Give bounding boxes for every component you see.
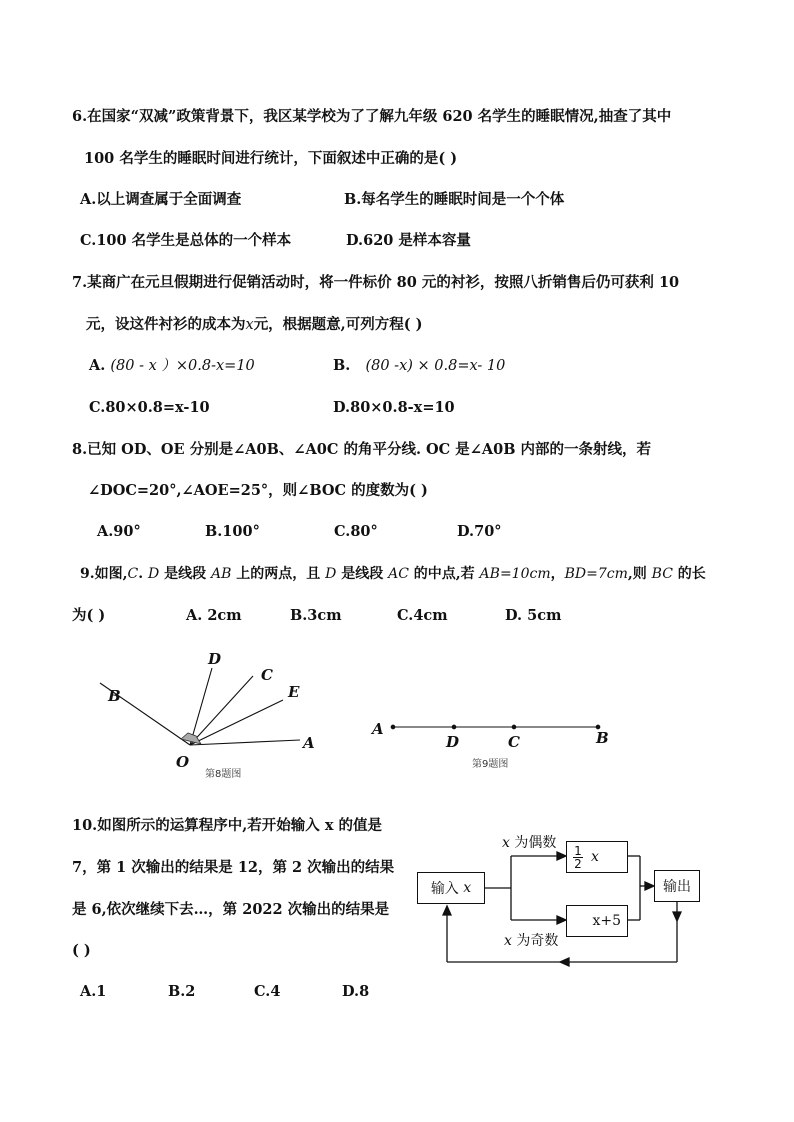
fig8-label-D: D xyxy=(208,650,222,668)
q10-stem-line4: ( ) xyxy=(72,942,91,959)
q6-option-b: B.每名学生的睡眠时间是一个个体 xyxy=(344,191,565,208)
fraction-one-half: 1 2 xyxy=(574,843,582,871)
fig9-label-D: D xyxy=(446,733,460,751)
ray-OE xyxy=(190,700,283,745)
q10-stem-line2: 7，第 1 次输出的结果是 12，第 2 次输出的结果 xyxy=(72,859,395,876)
q8-stem-line1: 8.已知 OD、OE 分别是∠A0B、∠A0C 的角平分线. OC 是∠A0B 内部的一条射线，若 xyxy=(72,441,652,458)
fig8-label-B: B xyxy=(108,687,121,705)
point-A xyxy=(391,725,395,729)
flowchart-connectors xyxy=(443,852,681,966)
flow-input-box: 输入 x xyxy=(417,872,485,904)
q8-stem-line2: ∠DOC=20°,∠AOE=25°，则∠BOC 的度数为( ) xyxy=(88,482,428,499)
q8-option-a: A.90° xyxy=(97,523,141,540)
fig9-label-A: A xyxy=(372,720,384,738)
q10-option-b: B.2 xyxy=(168,983,196,1000)
q7-option-b: B. (80 -x) × 0.8=x- 10 xyxy=(333,357,506,374)
fig8-label-A: A xyxy=(303,734,315,752)
q10-option-d: D.8 xyxy=(342,983,370,1000)
fig9-caption: 第9题图 xyxy=(472,759,509,770)
q9-stem-line1: 9.如图,C. D 是线段 AB 上的两点，且 D 是线段 AC 的中点,若 AB=10cm，BD=7cm,则 BC 的长 xyxy=(80,566,706,582)
fig8-label-C: C xyxy=(261,666,273,684)
fig9-label-C: C xyxy=(508,733,520,751)
q9-option-a: A. 2cm xyxy=(186,607,242,624)
fig8-label-O: O xyxy=(176,753,190,771)
point-C xyxy=(512,725,516,729)
q8-option-c: C.80° xyxy=(334,523,378,540)
fig9-label-B: B xyxy=(596,729,609,747)
q6-option-c: C.100 名学生是总体的一个样本 xyxy=(80,232,292,249)
q8-option-b: B.100° xyxy=(205,523,260,540)
q10-stem-line1: 10.如图所示的运算程序中,若开始输入 x 的值是 xyxy=(72,817,383,834)
flow-plus5-box: x+5 xyxy=(566,905,628,937)
flow-odd-label: x 为奇数 xyxy=(504,933,559,949)
q8-option-d: D.70° xyxy=(457,523,502,540)
q6-stem-line2: 100 名学生的睡眠时间进行统计，下面叙述中正确的是( ) xyxy=(84,150,458,167)
q9-option-c: C.4cm xyxy=(397,607,448,624)
q10-option-c: C.4 xyxy=(254,983,281,1000)
q10-option-a: A.1 xyxy=(80,983,107,1000)
flow-output-box: 输出 xyxy=(654,870,700,902)
q10-stem-line3: 是 6,依次继续下去…，第 2022 次输出的结果是 xyxy=(72,901,390,918)
fig8-label-E: E xyxy=(288,683,300,701)
figure-9-segment xyxy=(391,725,600,729)
q7-stem-line2: 元，设这件衬衫的成本为x元，根据题意,可列方程( ) xyxy=(86,316,423,333)
q6-stem-line1: 6.在国家“双减”政策背景下，我区某学校为了了解九年级 620 名学生的睡眠情况,抽查了其中 xyxy=(72,108,672,125)
flow-even-label: x 为偶数 xyxy=(502,835,557,851)
flow-half-box: 1 2 x xyxy=(566,841,628,873)
q6-option-a: A.以上调查属于全面调查 xyxy=(80,191,242,208)
fig8-caption: 第8题图 xyxy=(205,769,242,780)
q9-option-b: B.3cm xyxy=(290,607,342,624)
q7-option-a: A. (80 - x ）×0.8-x=10 xyxy=(89,357,255,374)
q9-option-d: D. 5cm xyxy=(505,607,562,624)
point-D xyxy=(452,725,456,729)
q7-stem-line1: 7.某商广在元旦假期进行促销活动时，将一件标价 80 元的衬衫，按照八折销售后仍可获利 10 xyxy=(72,274,680,291)
q7-option-d: D.80×0.8-x=10 xyxy=(333,399,455,416)
q6-option-d: D.620 是样本容量 xyxy=(346,232,471,249)
q9-stem-line2: 为( ) xyxy=(72,607,106,624)
q7-option-c: C.80×0.8=x-10 xyxy=(89,399,210,416)
ray-OA xyxy=(190,740,300,745)
